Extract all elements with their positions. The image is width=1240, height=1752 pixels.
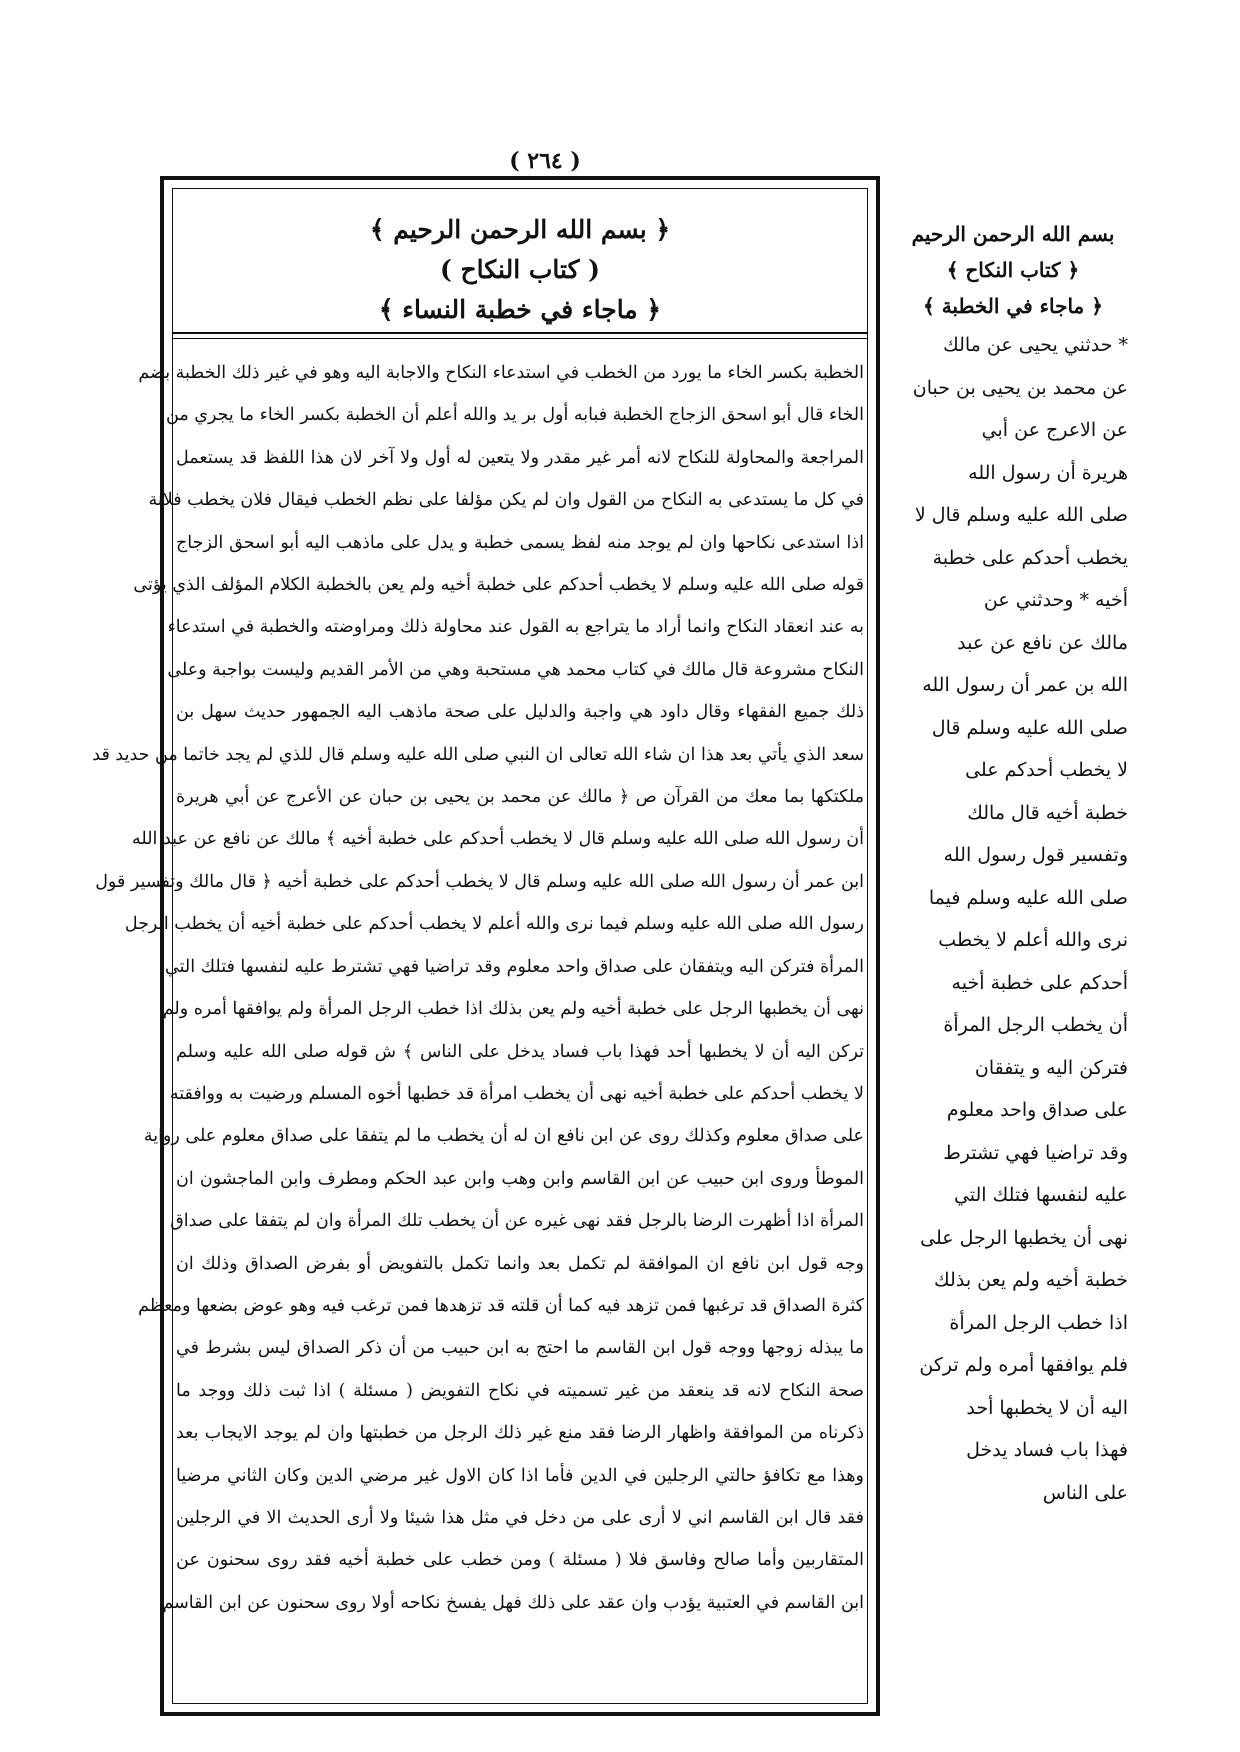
margin-line: أخيه * وحدثني عن	[983, 589, 1128, 611]
text-line: المراجعة والمحاولة للنكاح لانه أمر غير مقدر ولا يتعين له أول ولا آخر لان هذا اللفظ قد يستعمل	[176, 447, 864, 468]
text-line: ابن عمر أن رسول الله صلى الله عليه وسلم قال لا يخطب أحدكم على خطبة أخيه ﴿ قال مالك وتفسير قول	[95, 871, 864, 892]
margin-line: فهذا باب فساد يدخل	[966, 1439, 1128, 1461]
text-line: الموطأ وروى ابن حبيب عن ابن القاسم وابن وهب وابن عبد الحكم ومطرف وابن الماجشون ان	[176, 1168, 864, 1189]
text-line: كثرة الصداق قد ترغبها فمن تزهد فيه كما أن قلته قد تزهدها فمن ترغب فيه وهو عوض بضعها ومعظم	[138, 1295, 864, 1316]
text-line: سعد الذي يأتي بعد هذا ان شاء الله تعالى ان النبي صلى الله عليه وسلم قال للذي لم يجد خاتما من حديد قد	[92, 744, 864, 765]
text-line: تركن اليه أن لا يخطبها أحد فهذا باب فساد يدخل على الناس ﴾ ش قوله صلى الله عليه وسلم	[176, 1041, 864, 1062]
basmala: ﴿ بسم الله الرحمن الرحيم ﴾	[369, 215, 671, 244]
margin-line: وقد تراضيا فهي تشترط	[943, 1141, 1128, 1164]
chapter-title: ﴿ ماجاء في خطبة النساء ﴾	[378, 295, 662, 324]
text-line: ملكتكها بما معك من القرآن ص ﴿ مالك عن محمد بن يحيى بن حبان عن الأعرج عن أبي هريرة	[176, 787, 864, 808]
margin-line: يخطب أحدكم على خطبة	[932, 546, 1128, 569]
header-divider-thin	[172, 338, 868, 339]
margin-line: نرى والله أعلم لا يخطب	[938, 929, 1128, 951]
text-line: ذلك جميع الفقهاء وقال داود هي واجبة والدليل على صحة ماذهب اليه الجمهور حديث سهل بن	[176, 702, 864, 723]
text-line: ذكرناه من الموافقة واظهار الرضا فقد منع غير ذلك الرجل من خطبتها وان لم يوجد الايجاب بعد	[176, 1423, 864, 1444]
page-number: ( ٢٦٤ )	[509, 148, 581, 174]
text-line: به عند انعقاد النكاح وانما أراد ما يتراجع به القول عند محاولة ذلك ومراوضته والخطبة في استدعاء	[167, 617, 864, 638]
margin-chapter-title: ﴿ ماجاء في الخطبة ﴾	[923, 294, 1103, 318]
text-line: نهى أن يخطبها الرجل على خطبة أخيه ولم يعن بذلك اذا خطب الرجل المرأة ولم يوافقها أمره ولم	[162, 999, 864, 1020]
margin-line: عن الاعرج عن أبي	[981, 419, 1128, 441]
margin-line: صلى الله عليه وسلم فيما	[928, 886, 1128, 909]
text-line: وجه قول ابن نافع ان الموافقة لم تكمل بعد وانما تكمل بالتفويض أو بفرض الصداق وذلك ان	[176, 1253, 864, 1274]
margin-line: الله بن عمر أن رسول الله	[922, 674, 1128, 696]
text-line: النكاح مشروعة قال مالك في كتاب محمد هي مستحبة وهي من الأمر القديم وليست بواجبة وعلى	[167, 659, 864, 680]
text-line: في كل ما يستدعى به النكاح من القول وان لم يكن مؤلفا على نظم الخطب فيقال فلان يخطب فلانة	[148, 490, 864, 511]
text-line: المرأة فتركن اليه ويتفقان على صداق واحد معلوم وقد تراضيا فهي تشترط عليه لنفسها فتلك التي	[165, 956, 864, 977]
margin-line: نهى أن يخطبها الرجل على	[920, 1226, 1128, 1249]
margin-line: خطبة أخيه قال مالك	[967, 801, 1128, 824]
text-line: قوله صلى الله عليه وسلم لا يخطب أحدكم على خطبة أخيه ولم يعن بالخطبة الكلام المؤلف الذي يؤتى	[133, 575, 864, 596]
header-divider	[172, 332, 868, 334]
margin-line: فلم يوافقها أمره ولم تركن	[919, 1354, 1128, 1376]
margin-line: عليه لنفسها فتلك التي	[953, 1184, 1128, 1206]
margin-line: هريرة أن رسول الله	[968, 461, 1128, 484]
margin-basmala: بسم الله الرحمن الرحيم	[911, 222, 1115, 246]
margin-line: مالك عن نافع عن عبد	[957, 631, 1128, 654]
text-line: الخاء قال أبو اسحق الزجاج الخطبة فبابه أول بر يد والله أعلم أن الخطبة بكسر الخاء ما يجري من	[166, 405, 864, 426]
margin-line: فتركن اليه و يتفقان	[974, 1056, 1128, 1079]
margin-line: خطبة أخيه ولم يعن بذلك	[934, 1269, 1128, 1291]
margin-line: لا يخطب أحدكم على	[965, 759, 1128, 781]
margin-line: اذا خطب الرجل المرأة	[949, 1311, 1128, 1334]
margin-column	[898, 216, 1128, 1514]
margin-line: أن يخطب الرجل المرأة	[943, 1014, 1128, 1036]
margin-line: صلى الله عليه وسلم قال	[931, 716, 1128, 739]
margin-book-title: ﴿ كتاب النكاح ﴾	[946, 258, 1080, 282]
main-text-frame	[92, 176, 880, 1716]
commentary-body	[92, 352, 864, 1702]
text-line: على صداق معلوم وكذلك روى عن ابن نافع ان له أن يخطب ما لم يتفقا على صداق معلوم على رواية	[143, 1126, 864, 1147]
margin-line: على صداق واحد معلوم	[946, 1099, 1128, 1121]
margin-line: عن محمد بن يحيى بن حبان	[912, 376, 1128, 399]
chapter-header	[164, 210, 876, 330]
text-line: فقد قال ابن القاسم اني لا أرى على من دخل في مثل هذا شيئا ولا أرى الحديث الا في الرجلين	[176, 1507, 864, 1528]
text-line: الخطبة بكسر الخاء ما يورد من الخطب في استدعاء النكاح والاجابة اليه وهو في غير ذلك الخطبة بضم	[138, 363, 864, 383]
text-line: وهذا مع تكافؤ حالتي الرجلين في الدين فأما اذا كان الاول غير مرضي الدين وكان الثاني مرضيا	[176, 1465, 864, 1486]
text-line: المرأة اذا أظهرت الرضا بالرجل فقد نهى غيره عن أن يخطب تلك المرأة وان لم يتفقا على صداق	[170, 1211, 864, 1232]
margin-text	[898, 324, 1128, 1514]
margin-line: أحدكم على خطبة أخيه	[951, 971, 1128, 994]
margin-line: * حدثني يحيى عن مالك	[943, 334, 1128, 356]
text-line: ابن القاسم في العتبية يؤدب وان عقد على ذلك فهل يفسخ نكاحه أولا روى سحنون عن ابن القاسم	[162, 1592, 864, 1613]
book-title: ( كتاب النكاح )	[439, 255, 601, 284]
margin-line: على الناس	[1042, 1481, 1128, 1504]
text-line: لا يخطب أحدكم على خطبة أخيه نهى أن يخطب امرأة قد خطبها أخوه المسلم ورضيت به ووافقته	[169, 1083, 864, 1104]
margin-line: وتفسير قول رسول الله	[943, 844, 1128, 866]
text-line: اذا استدعى نكاحها وان لم يوجد منه لفظ يسمى خطبة و يدل على ماذهب اليه أبو اسحق الزجاج	[176, 532, 864, 553]
margin-line: اليه أن لا يخطبها أحد	[966, 1396, 1128, 1419]
text-line: المتقاربين وأما صالح وفاسق فلا ( مسئلة ) ومن خطب على خطبة أخيه فقد روى سحنون عن	[176, 1550, 864, 1571]
margin-line: صلى الله عليه وسلم قال لا	[914, 504, 1128, 526]
text-line: رسول الله صلى الله عليه وسلم فيما نرى والله أعلم لا يخطب أحدكم على خطبة أخيه أن يخطب الرجل	[124, 914, 864, 935]
text-line: ما يبذله زوجها ووجه قول ابن القاسم ما احتج به ابن حبيب من أن ذكر الصداق ليس بشرط في	[176, 1338, 864, 1359]
text-line: صحة النكاح لانه قد ينعقد من غير تسميته في نكاح التفويض ( مسئلة ) اذا ثبت ذلك ووجد ما	[176, 1380, 864, 1401]
text-line: أن رسول الله صلى الله عليه وسلم قال لا يخطب أحدكم على خطبة أخيه ﴾ مالك عن نافع عن عبد الله	[132, 829, 864, 850]
